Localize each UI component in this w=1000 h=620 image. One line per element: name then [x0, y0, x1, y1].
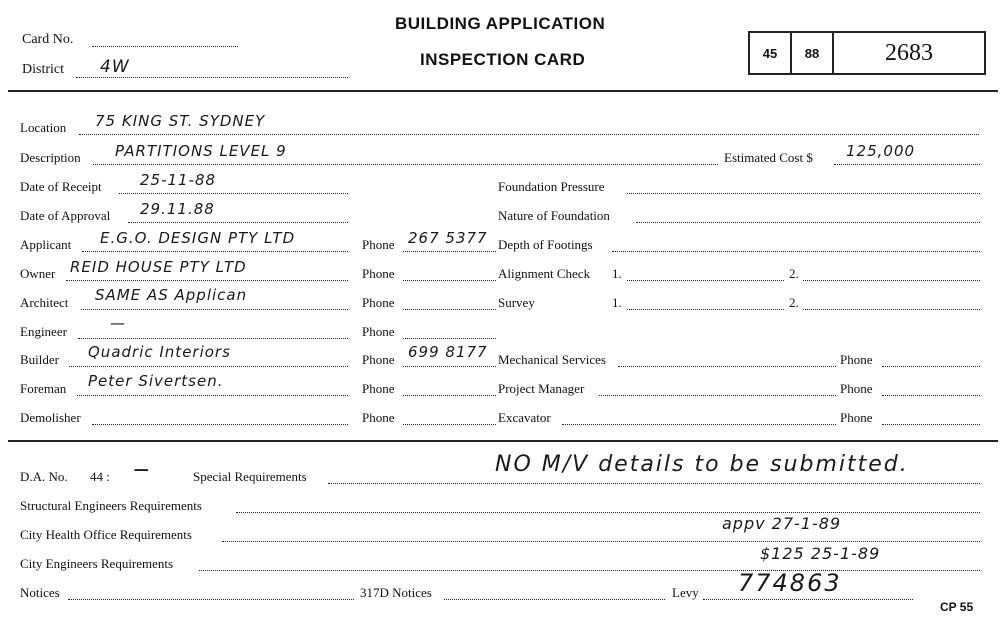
notices-label: Notices [20, 585, 60, 600]
excavator-phone-line [882, 424, 980, 425]
special-requirements-line [328, 483, 980, 484]
health-requirements-value: appv 27-1-89 [722, 514, 842, 533]
description-value: PARTITIONS LEVEL 9 [115, 142, 287, 160]
foreman-phone-label: Phone [362, 381, 395, 396]
card-number: 2683 [885, 39, 933, 66]
survey-line-2 [803, 309, 980, 310]
da-no-value: 44 : [90, 469, 110, 484]
foreman-line [77, 395, 348, 396]
project-manager-phone-label: Phone [840, 381, 873, 396]
architect-phone-label: Phone [362, 295, 395, 310]
estimated-cost-label: Estimated Cost $ [724, 150, 813, 165]
health-requirements-label: City Health Office Requirements [20, 527, 192, 542]
alignment-check-1: 1. [612, 266, 622, 281]
nature-foundation-line [636, 222, 980, 223]
mechanical-services-line [618, 366, 836, 367]
alignment-line-2 [803, 280, 980, 281]
builder-phone-value: 699 8177 [408, 343, 488, 361]
date-approval-line [128, 222, 348, 223]
applicant-line [82, 251, 348, 252]
mechanical-services-label: Mechanical Services [498, 352, 606, 367]
levy-value: 774863 [738, 569, 842, 597]
mechanical-phone-line [882, 366, 980, 367]
engineer-value: — [110, 314, 126, 332]
excavator-phone-label: Phone [840, 410, 873, 425]
survey-2: 2. [789, 295, 799, 310]
card-box-b: 88 [792, 33, 834, 73]
levy-label: Levy [672, 585, 699, 600]
city-engineers-label: City Engineers Requirements [20, 556, 174, 571]
applicant-value: E.G.O. DESIGN PTY LTD [100, 229, 296, 247]
district-line [76, 77, 348, 78]
demolisher-line [92, 424, 348, 425]
nature-foundation-label: Nature of Foundation [498, 208, 610, 223]
notices-317d-label: 317D Notices [360, 585, 432, 600]
builder-value: Quadric Interiors [88, 343, 231, 361]
demolisher-phone-label: Phone [362, 410, 395, 425]
title-line2: INSPECTION CARD [420, 50, 586, 69]
requirements-divider [8, 440, 998, 442]
levy-line [703, 599, 913, 600]
project-manager-label: Project Manager [498, 381, 585, 396]
da-no-dash: — [134, 460, 150, 478]
depth-footings-label: Depth of Footings [498, 237, 593, 252]
mechanical-phone-label: Phone [840, 352, 873, 367]
structural-requirements-label: Structural Engineers Requirements [20, 498, 202, 513]
alignment-check-label: Alignment Check [498, 266, 591, 281]
location-value: 75 KING ST. SYDNEY [95, 112, 266, 130]
date-approval-label: Date of Approval [20, 208, 111, 223]
owner-line [66, 280, 348, 281]
architect-line [81, 309, 348, 310]
health-requirements-line [222, 541, 980, 542]
engineer-phone-label: Phone [362, 324, 395, 339]
applicant-phone-label: Phone [362, 237, 395, 252]
builder-label: Builder [20, 352, 59, 367]
city-engineers-line [199, 570, 980, 571]
special-requirements-label: Special Requirements [193, 469, 307, 484]
estimated-cost-line [834, 164, 980, 165]
district-label: District [22, 62, 64, 77]
special-requirements-value: NO M/V details to be submitted. [495, 452, 909, 477]
notices-317d-line [444, 599, 665, 600]
owner-phone-line [403, 280, 496, 281]
demolisher-phone-line [403, 424, 496, 425]
title-line1: BUILDING APPLICATION [395, 14, 606, 33]
estimated-cost-value: 125,000 [846, 142, 916, 160]
da-no-label: D.A. No. [20, 469, 68, 484]
date-receipt-value: 25-11-88 [140, 171, 217, 189]
excavator-label: Excavator [498, 410, 551, 425]
date-receipt-label: Date of Receipt [20, 179, 102, 194]
date-receipt-line [119, 193, 348, 194]
foundation-pressure-label: Foundation Pressure [498, 179, 605, 194]
notices-line [68, 599, 354, 600]
foundation-pressure-line [627, 193, 980, 194]
alignment-check-2: 2. [789, 266, 799, 281]
card-number-box [748, 31, 986, 75]
location-label: Location [20, 120, 67, 135]
description-line [93, 164, 718, 165]
project-manager-line [599, 395, 836, 396]
applicant-phone-value: 267 5377 [408, 229, 488, 247]
survey-label: Survey [498, 295, 535, 310]
survey-line-1 [627, 309, 784, 310]
depth-footings-line [612, 251, 980, 252]
structural-requirements-line [236, 512, 980, 513]
survey-1: 1. [612, 295, 622, 310]
project-manager-phone-line [882, 395, 980, 396]
district-value: 4W [100, 57, 130, 77]
card-no-line [92, 46, 238, 47]
applicant-label: Applicant [20, 237, 72, 252]
alignment-line-1 [627, 280, 784, 281]
owner-label: Owner [20, 266, 56, 281]
foreman-value: Peter Sivertsen. [88, 372, 224, 390]
excavator-line [562, 424, 836, 425]
engineer-line [78, 338, 348, 339]
card-box-a: 45 [750, 33, 792, 73]
builder-phone-line [403, 366, 496, 367]
builder-line [69, 366, 348, 367]
foreman-phone-line [403, 395, 496, 396]
demolisher-label: Demolisher [20, 410, 81, 425]
applicant-phone-line [403, 251, 496, 252]
engineer-phone-line [403, 338, 496, 339]
card-no-label: Card No. [22, 32, 74, 47]
date-approval-value: 29.11.88 [140, 200, 215, 218]
foreman-label: Foreman [20, 381, 67, 396]
architect-value: SAME AS Applican [95, 286, 248, 304]
owner-value: REID HOUSE PTY LTD [70, 258, 247, 276]
city-engineers-value: $125 25-1-89 [760, 544, 881, 563]
builder-phone-label: Phone [362, 352, 395, 367]
description-label: Description [20, 150, 81, 165]
header-divider [8, 90, 998, 92]
architect-phone-line [403, 309, 496, 310]
form-code: CP 55 [940, 600, 974, 614]
engineer-label: Engineer [20, 324, 67, 339]
architect-label: Architect [20, 295, 69, 310]
location-line [79, 134, 979, 135]
owner-phone-label: Phone [362, 266, 395, 281]
